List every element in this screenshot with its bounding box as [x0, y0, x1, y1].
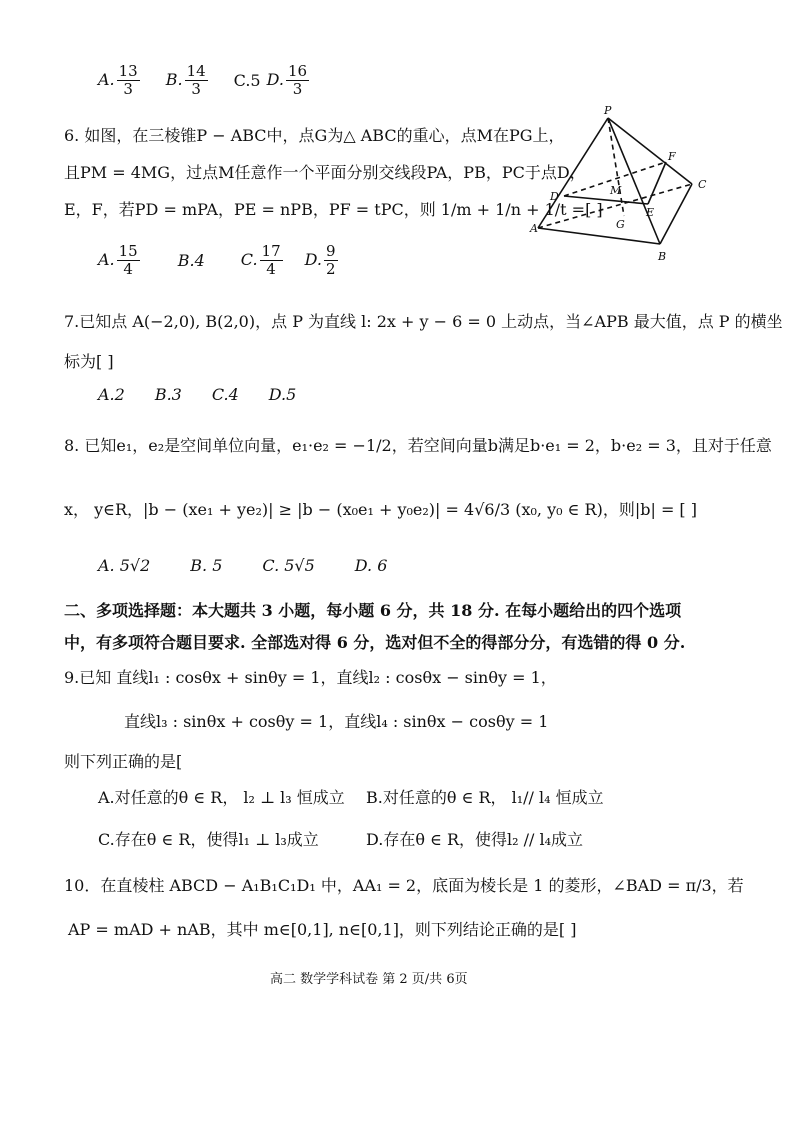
q7-options	[98, 385, 296, 404]
q9-option-c: C.存在θ ∈ R，使得l₁ ⊥ l₃成立	[98, 830, 319, 849]
q9-line-1: 9.已知 直线l₁ : cosθx + sinθy = 1，直线l₂ : cosθx − sinθy = 1，	[64, 668, 557, 687]
q6-option-c	[241, 244, 285, 277]
q5-b-denominator: 3	[191, 80, 201, 98]
segment-ef	[648, 162, 666, 204]
q5-b-numerator: 14	[186, 62, 206, 80]
q8-line-2: x， y∈R，|b − (xe₁ + ye₂)| ≥ |b − (x₀e₁ + y₀e₂)| = 4√6/3 (x₀, y₀ ∈ R)，则|b| = [ ]	[64, 500, 697, 519]
edge-pc	[608, 118, 692, 184]
q6-c-numerator: 17	[261, 242, 281, 260]
q6-line-1: 6. 如图，在三棱锥P − ABC中，点G为△ ABC的重心，点M在PG上，	[64, 126, 565, 145]
edge-bc	[660, 184, 692, 244]
q7-option-b: B.3	[154, 385, 182, 404]
q10-line-2: AP = mAD + nAB，其中 m∈[0,1], n∈[0,1]，则下列结论正确的是[ ]	[68, 920, 577, 939]
q6-a-numerator: 15	[118, 242, 138, 260]
section2-line-1: 二、多项选择题：本大题共 3 小题，每小题 6 分，共 18 分. 在每小题给出的四个选项	[64, 601, 682, 620]
q6-options	[98, 244, 340, 277]
q5-d-numerator: 16	[287, 62, 308, 80]
q5-option-d-label: D.	[266, 70, 284, 89]
q9-line-2: 直线l₃ : sinθx + cosθy = 1，直线l₄ : sinθx − cosθy = 1	[124, 712, 549, 731]
q6-line-3: E，F，若PD = mPA，PE = nPB，PF = tPC，则 1/m + 1/n + 1/t =[ ]	[64, 200, 603, 219]
q7-line-1: 7.已知点 A(−2,0), B(2,0)，点 P 为直线 l: 2x + y − 6 = 0 上动点，当∠APB 最大值，点 P 的横坐	[64, 312, 783, 331]
q5-options	[98, 64, 311, 97]
q8-option-b: B. 5	[190, 556, 223, 575]
q7-option-d: D.5	[268, 385, 297, 404]
q6-option-c-label: C.	[240, 250, 258, 269]
q9-line-3: 则下列正确的是[	[64, 752, 183, 771]
q5-option-a	[98, 64, 142, 97]
edge-pa	[538, 118, 608, 228]
page-footer: 高二 数学学科试卷 第 2 页/共 6页	[270, 972, 468, 987]
label-m: M	[610, 184, 622, 197]
q5-option-b	[166, 64, 210, 97]
q9-option-d: D.存在θ ∈ R，使得l₂ // l₄成立	[366, 830, 584, 849]
label-a: A	[530, 222, 538, 235]
q6-d-denominator: 2	[325, 260, 336, 278]
label-e: E	[646, 206, 655, 219]
q10-line-1: 10．在直棱柱 ABCD − A₁B₁C₁D₁ 中，AA₁ = 2，底面为棱长是 1 的菱形，∠BAD = π/3，若	[64, 876, 744, 895]
q8-option-c: C. 5√5	[262, 556, 315, 575]
q7-line-2: 标为[ ]	[64, 352, 114, 371]
q6-pyramid-figure	[528, 104, 728, 264]
q8-options	[98, 556, 387, 575]
q5-option-d	[267, 64, 311, 97]
q6-option-a	[98, 244, 142, 277]
section2-line-2: 中，有多项符合题目要求. 全部选对得 6 分，选对但不全的得部分分，有选错的得 0 分.	[64, 633, 686, 652]
q5-d-denominator: 3	[292, 80, 303, 98]
q8-line-1: 8. 已知e₁，e₂是空间单位向量，e₁·e₂ = −1/2，若空间向量b满足b·e₁ = 2，b·e₂ = 3，且对于任意	[64, 436, 772, 455]
q7-option-a: A.2	[98, 385, 125, 404]
q6-option-a-label: A.	[98, 250, 115, 269]
q6-option-d	[305, 244, 340, 277]
label-b: B	[658, 250, 667, 263]
q6-option-b: B.4	[177, 251, 205, 270]
q6-line-2: 且PM = 4MG，过点M任意作一个平面分别交线段PA，PB，PC于点D，	[64, 163, 586, 182]
q9-option-b: B.对任意的θ ∈ R， l₁// l₄ 恒成立	[366, 788, 604, 807]
label-d: D	[550, 190, 559, 203]
q5-a-denominator: 3	[123, 80, 133, 98]
q5-a-numerator: 13	[118, 62, 138, 80]
q6-a-denominator: 4	[123, 260, 133, 278]
label-f: F	[668, 150, 676, 163]
q5-option-a-label: A.	[98, 70, 115, 89]
q8-option-d: D. 6	[354, 556, 388, 575]
q9-option-a: A.对任意的θ ∈ R， l₂ ⊥ l₃ 恒成立	[98, 788, 345, 807]
q7-option-c: C.4	[211, 385, 239, 404]
q5-option-b-label: B.	[165, 70, 183, 89]
q6-c-denominator: 4	[266, 260, 276, 278]
q8-option-a: A. 5√2	[98, 556, 151, 575]
q6-d-numerator: 9	[325, 242, 336, 260]
edge-ab	[538, 228, 660, 244]
label-c: C	[698, 178, 707, 191]
q5-option-c: C.5	[233, 71, 261, 90]
label-p: P	[604, 104, 612, 117]
label-g: G	[616, 218, 625, 231]
q6-option-d-label: D.	[304, 250, 322, 269]
